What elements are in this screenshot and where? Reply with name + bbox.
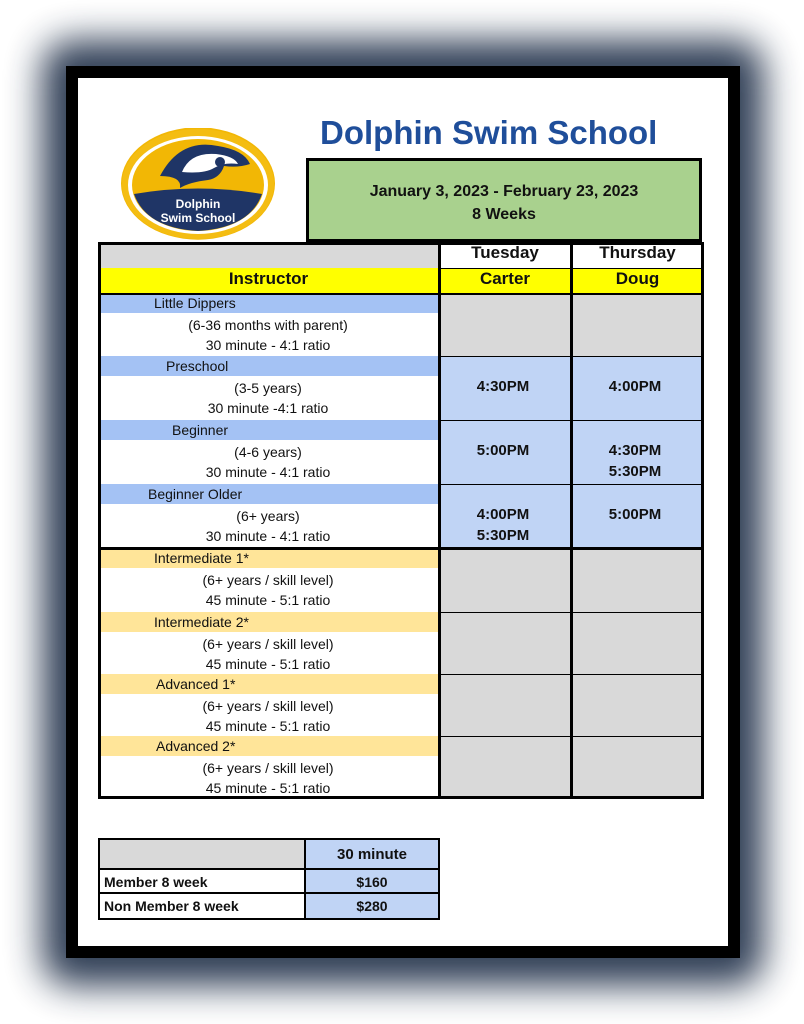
class-detail: 45 minute - 5:1 ratio xyxy=(205,656,331,672)
class-age: (4-6 years) xyxy=(234,444,302,460)
time-cell-thursday xyxy=(571,293,704,356)
logo-text-line1: Dolphin xyxy=(175,197,221,211)
class-time: 4:30PM xyxy=(476,378,530,395)
pricing-row-price: $160 xyxy=(304,868,440,896)
time-cell-tuesday xyxy=(439,736,571,798)
class-name: Advanced 2* xyxy=(98,736,439,756)
day-header-0: Tuesday xyxy=(439,242,571,268)
instructor-label: Instructor xyxy=(98,268,439,293)
class-time: 5:00PM xyxy=(476,442,530,459)
class-age: (3-5 years) xyxy=(234,380,302,396)
class-age: (6-36 months with parent) xyxy=(188,317,348,333)
grid-divider xyxy=(439,420,704,421)
class-age: (6+ years / skill level) xyxy=(202,760,334,776)
grid-divider xyxy=(98,293,704,295)
class-name: Beginner xyxy=(98,420,439,440)
grid-divider xyxy=(439,268,704,269)
class-name: Preschool xyxy=(98,356,439,376)
class-age: (6+ years / skill level) xyxy=(202,636,334,652)
class-age: (6+ years / skill level) xyxy=(202,572,334,588)
time-cell-tuesday xyxy=(439,612,571,674)
session-duration: 8 Weeks xyxy=(472,206,536,223)
instructor-name-1: Doug xyxy=(571,268,704,293)
class-time: 5:00PM xyxy=(608,506,662,523)
time-cell-thursday xyxy=(571,736,704,798)
day-header-1: Thursday xyxy=(571,242,704,268)
pricing-header-blank xyxy=(98,838,306,870)
class-time: 4:00PM xyxy=(476,506,530,523)
time-cell-tuesday xyxy=(439,293,571,356)
time-cell-thursday xyxy=(571,612,704,674)
pricing-row-price: $280 xyxy=(304,892,440,920)
class-detail: 30 minute - 4:1 ratio xyxy=(205,464,331,480)
class-detail: 30 minute -4:1 ratio xyxy=(207,400,329,416)
class-name: Intermediate 2* xyxy=(98,612,439,632)
pricing-row-label: Member 8 week xyxy=(98,868,306,896)
dolphin-swim-school-logo xyxy=(120,128,276,240)
class-detail: 45 minute - 5:1 ratio xyxy=(205,780,331,796)
class-name: Intermediate 1* xyxy=(98,548,439,568)
page-title: Dolphin Swim School xyxy=(320,114,658,151)
class-detail: 45 minute - 5:1 ratio xyxy=(205,592,331,608)
class-detail: 30 minute - 4:1 ratio xyxy=(205,528,331,544)
grid-divider xyxy=(439,674,704,675)
session-dates-box xyxy=(306,158,702,242)
grid-divider xyxy=(439,356,704,357)
header-blank xyxy=(98,242,439,268)
class-time: 4:00PM xyxy=(608,378,662,395)
time-cell-tuesday xyxy=(439,674,571,736)
grid-divider xyxy=(439,736,704,737)
instructor-name-0: Carter xyxy=(439,268,571,293)
grid-divider xyxy=(570,242,573,799)
grid-divider xyxy=(439,612,704,613)
class-detail: 30 minute - 4:1 ratio xyxy=(205,337,331,353)
grid-divider xyxy=(439,484,704,485)
pricing-column-header: 30 minute xyxy=(304,838,440,870)
class-detail: 45 minute - 5:1 ratio xyxy=(205,718,331,734)
time-cell-thursday xyxy=(571,674,704,736)
class-name: Beginner Older xyxy=(98,484,439,504)
date-range: January 3, 2023 - February 23, 2023 xyxy=(369,183,639,200)
class-time: 5:30PM xyxy=(476,527,530,544)
grid-divider xyxy=(438,242,441,799)
pricing-row-label: Non Member 8 week xyxy=(98,892,306,920)
class-time: 5:30PM xyxy=(608,463,662,480)
class-name: Little Dippers xyxy=(98,293,439,313)
class-time: 4:30PM xyxy=(608,442,662,459)
class-age: (6+ years) xyxy=(236,508,300,524)
class-name: Advanced 1* xyxy=(98,674,439,694)
time-cell-thursday xyxy=(571,548,704,612)
logo-text-line2: Swim School xyxy=(160,211,236,225)
time-cell-tuesday xyxy=(439,548,571,612)
grid-divider xyxy=(98,547,704,550)
class-age: (6+ years / skill level) xyxy=(202,698,334,714)
